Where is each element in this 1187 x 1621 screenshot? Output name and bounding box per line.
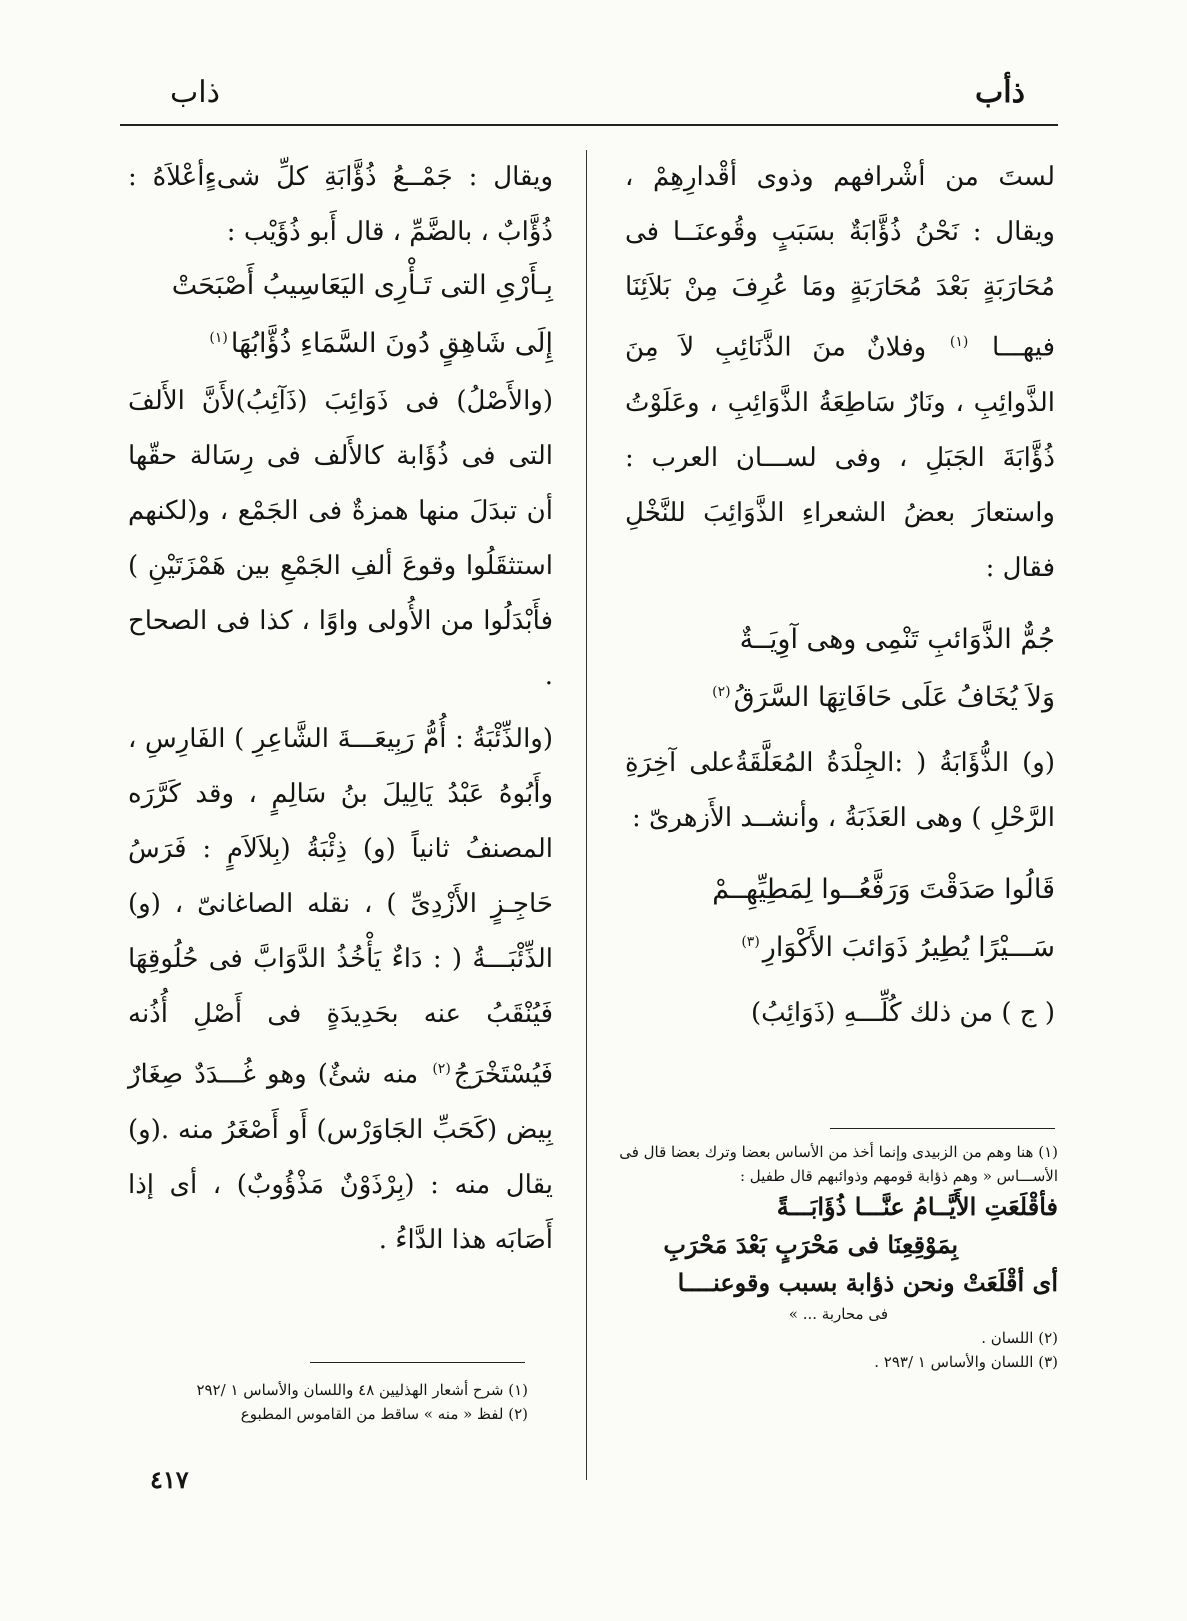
right-footnotes bbox=[608, 1140, 1058, 1374]
footnote-verse-hemistich: فأقْلَعَتِ الأَيَّــامُ عنَّـــا ذُؤَابَـــةً bbox=[776, 1192, 1058, 1221]
footnote-1-continued: أى أقْلَعَتْ ونحن ذؤابة بسبب وقوعنــــا bbox=[677, 1268, 1058, 1297]
verse-hemistich: قَالُوا صَدَقْتَ وَرَفَّعُــوا لِمَطِيِّهِــمْ bbox=[712, 873, 1055, 905]
right-verse-2 bbox=[625, 864, 1055, 974]
verse-hemistich-line bbox=[625, 916, 1055, 974]
verse-hemistich: وَلاَ يُخَافُ عَلَى حَافَاتِهَا السَّرَقُ bbox=[733, 681, 1055, 713]
page-number: ٤١٧ bbox=[150, 1465, 189, 1494]
left-paragraph-3 bbox=[128, 712, 553, 1268]
verse-hemistich: جُمٌّ الذَّوَائبِ تَنْمِى وهى آوِيَــةٌ bbox=[739, 623, 1055, 655]
verse-hemistich: سَـــيْرًا يُطِيرُ ذَوَائبَ الأَكْوَارِ bbox=[762, 931, 1055, 963]
footnote-2: (٢) لفظ « منه » ساقط من القاموس المطبوع bbox=[240, 1405, 528, 1423]
header-headword-right: ذأب bbox=[975, 75, 1025, 110]
left-paragraph-3-continued: منه شئٌ) وهو غُـــدَدٌ صِغَارٌ بِيض (كَحَبِّ الجَاوَرْس) أَو أَصْغَرُ منه .(و) يقال منه : (بِرْذَوْنٌ مَذْؤُوبٌ) ، أى إذا أَصَابَه هذا الدَّاءُ . bbox=[128, 1059, 553, 1255]
verse-hemistich: بِـأَرْىِ التى تَـأْرِى اليَعَاسِيبُ أَصْبَحَتْ bbox=[171, 270, 553, 301]
right-paragraph-2: (و) الذُّؤَابَةُ ( :الجِلْدَةُ المُعَلَّقَةُعلى آخِرَةِ الرَّحْلِ ) وهى العَذَبَةُ ، وأنشــد الأَزهرىّ : bbox=[625, 747, 1055, 833]
verse-hemistich-line bbox=[625, 666, 1055, 724]
footnote-ref: (١) bbox=[209, 330, 228, 346]
verse-hemistich: إِلَى شَاهِقٍ دُونَ السَّمَاءِ ذُؤَّابُهَا bbox=[230, 328, 553, 359]
column-divider bbox=[586, 150, 587, 1480]
footnote-1: (١) هنا وهم من الزبيدى وإنما أخذ من الأساس بعضا وترك بعضا قال فى الأســـاس « وهم ذؤابة قومهم وذوائبهم قال طفيل : bbox=[619, 1143, 1058, 1185]
right-paragraph-1-text: لستَ من أشْرافهم وذوى أقْدارِهِمْ ، ويقال : نَحْنُ ذُؤَّابَةٌ بسَبَبٍ وقُوعنَــا فى مُحَارَبَةٍ بَعْدَ مُحَارَبَةٍ ومَا عُرِفَ مِنْ بَلاَئِنَا فيهـــا bbox=[625, 162, 1056, 363]
verse-hemistich-line bbox=[128, 312, 553, 370]
right-column bbox=[625, 150, 1055, 1041]
footnote-1: (١) شرح أشعار الهذليين ٤٨ واللسان والأساس ١ /٢٩٢ bbox=[196, 1381, 528, 1399]
left-footnotes bbox=[110, 1378, 528, 1426]
left-column bbox=[128, 150, 553, 1268]
right-paragraph-1 bbox=[625, 150, 1055, 596]
footnote-ref: (٢) bbox=[432, 1061, 451, 1077]
header-rule bbox=[120, 124, 1058, 126]
left-paragraph-2: (والأَصْلُ) فى ذَوَائِبَ (ذَآئِبُ)لأَنَّ الأَلفَ التى فى ذُؤَابة كالأَلف فى رِسَالة حقّها أن تبدَلَ منها همزةٌ فى الجَمْع ، و(لكنهم استثقَلُوا وقوعَ ألفِ الجَمْعِ بين هَمْزَتَيْنِ ) فأَبْدَلُوا من الأُولى واوًا ، كذا فى الصحاح . bbox=[128, 386, 553, 691]
right-paragraph-3: ( ج ) من ذلك كُلِّـــهِ (ذَوَائِبُ) bbox=[751, 997, 1055, 1028]
left-paragraph-3-text: (والذِّئْبَةُ : أُمُّ رَبِيعَـــةَ الشَّاعِرِ ) الفَارِسِ ، وأَبُوهُ عَبْدُ يَالِيلَ بنُ سَالِمٍ ، وقد كَرَّرَه المصنفُ ثانياً (و) ذِئْبَةُ (بِلاَلاَمٍ : فَرَسُ حَاجِـزٍ الأَزْدِىِّ ) ، نقله الصاغانىّ ، (و) الذِّئْبَـــةُ ( : دَاءٌ يَأْخُذُ الدَّوَابَّ فى حُلُوقِهَا فَيُنْقَبُ عنه بحَدِيدَةٍ فى أَصْلِ أُذُنه فَيُسْتَخْرَجُ bbox=[128, 724, 554, 1090]
right-paragraph-1-continued: وفلانٌ منَ الذَّنَائِبِ لاَ مِنَ الذَّوائِبِ ، ونَارٌ سَاطِعَةُ الذَّوَائِبِ ، وعَلَوْتُ ذُؤَّابَةَ الجَبَلِ ، وفى لســـان العرب : واستعارَ بعضُ الشعراءِ الذَّوَائِبَ للنَّخْلِ فقال : bbox=[625, 332, 1055, 583]
left-verse bbox=[128, 260, 553, 370]
footnote-3: (٣) اللسان والأساس ١ /٢٩٣ . bbox=[874, 1353, 1058, 1371]
footnote-1-tail: فى محاربة ... » bbox=[788, 1305, 888, 1323]
footnote-verse-hemistich: بِمَوْقِعِنَا فى مَحْرَبٍ بَعْدَ مَحْرَبِ bbox=[663, 1230, 958, 1259]
footnote-rule-left bbox=[310, 1362, 525, 1363]
footnote-ref: (١) bbox=[949, 334, 969, 350]
footnote-ref: (٣) bbox=[741, 933, 760, 950]
footnote-2: (٢) اللسان . bbox=[981, 1329, 1058, 1347]
footnote-ref: (٢) bbox=[712, 683, 731, 700]
footnote-rule-right bbox=[830, 1128, 1055, 1129]
header-headword-left: ذاب bbox=[170, 75, 220, 110]
right-verse-1 bbox=[625, 614, 1055, 724]
left-paragraph-1: ويقال : جَمْــعُ ذُؤَّابَةِ كلِّ شىءٍأعْلاَهُ : ذُؤَّابٌ ، بالضَّمِّ ، قال أَبو ذُؤَيْب : bbox=[128, 162, 553, 247]
